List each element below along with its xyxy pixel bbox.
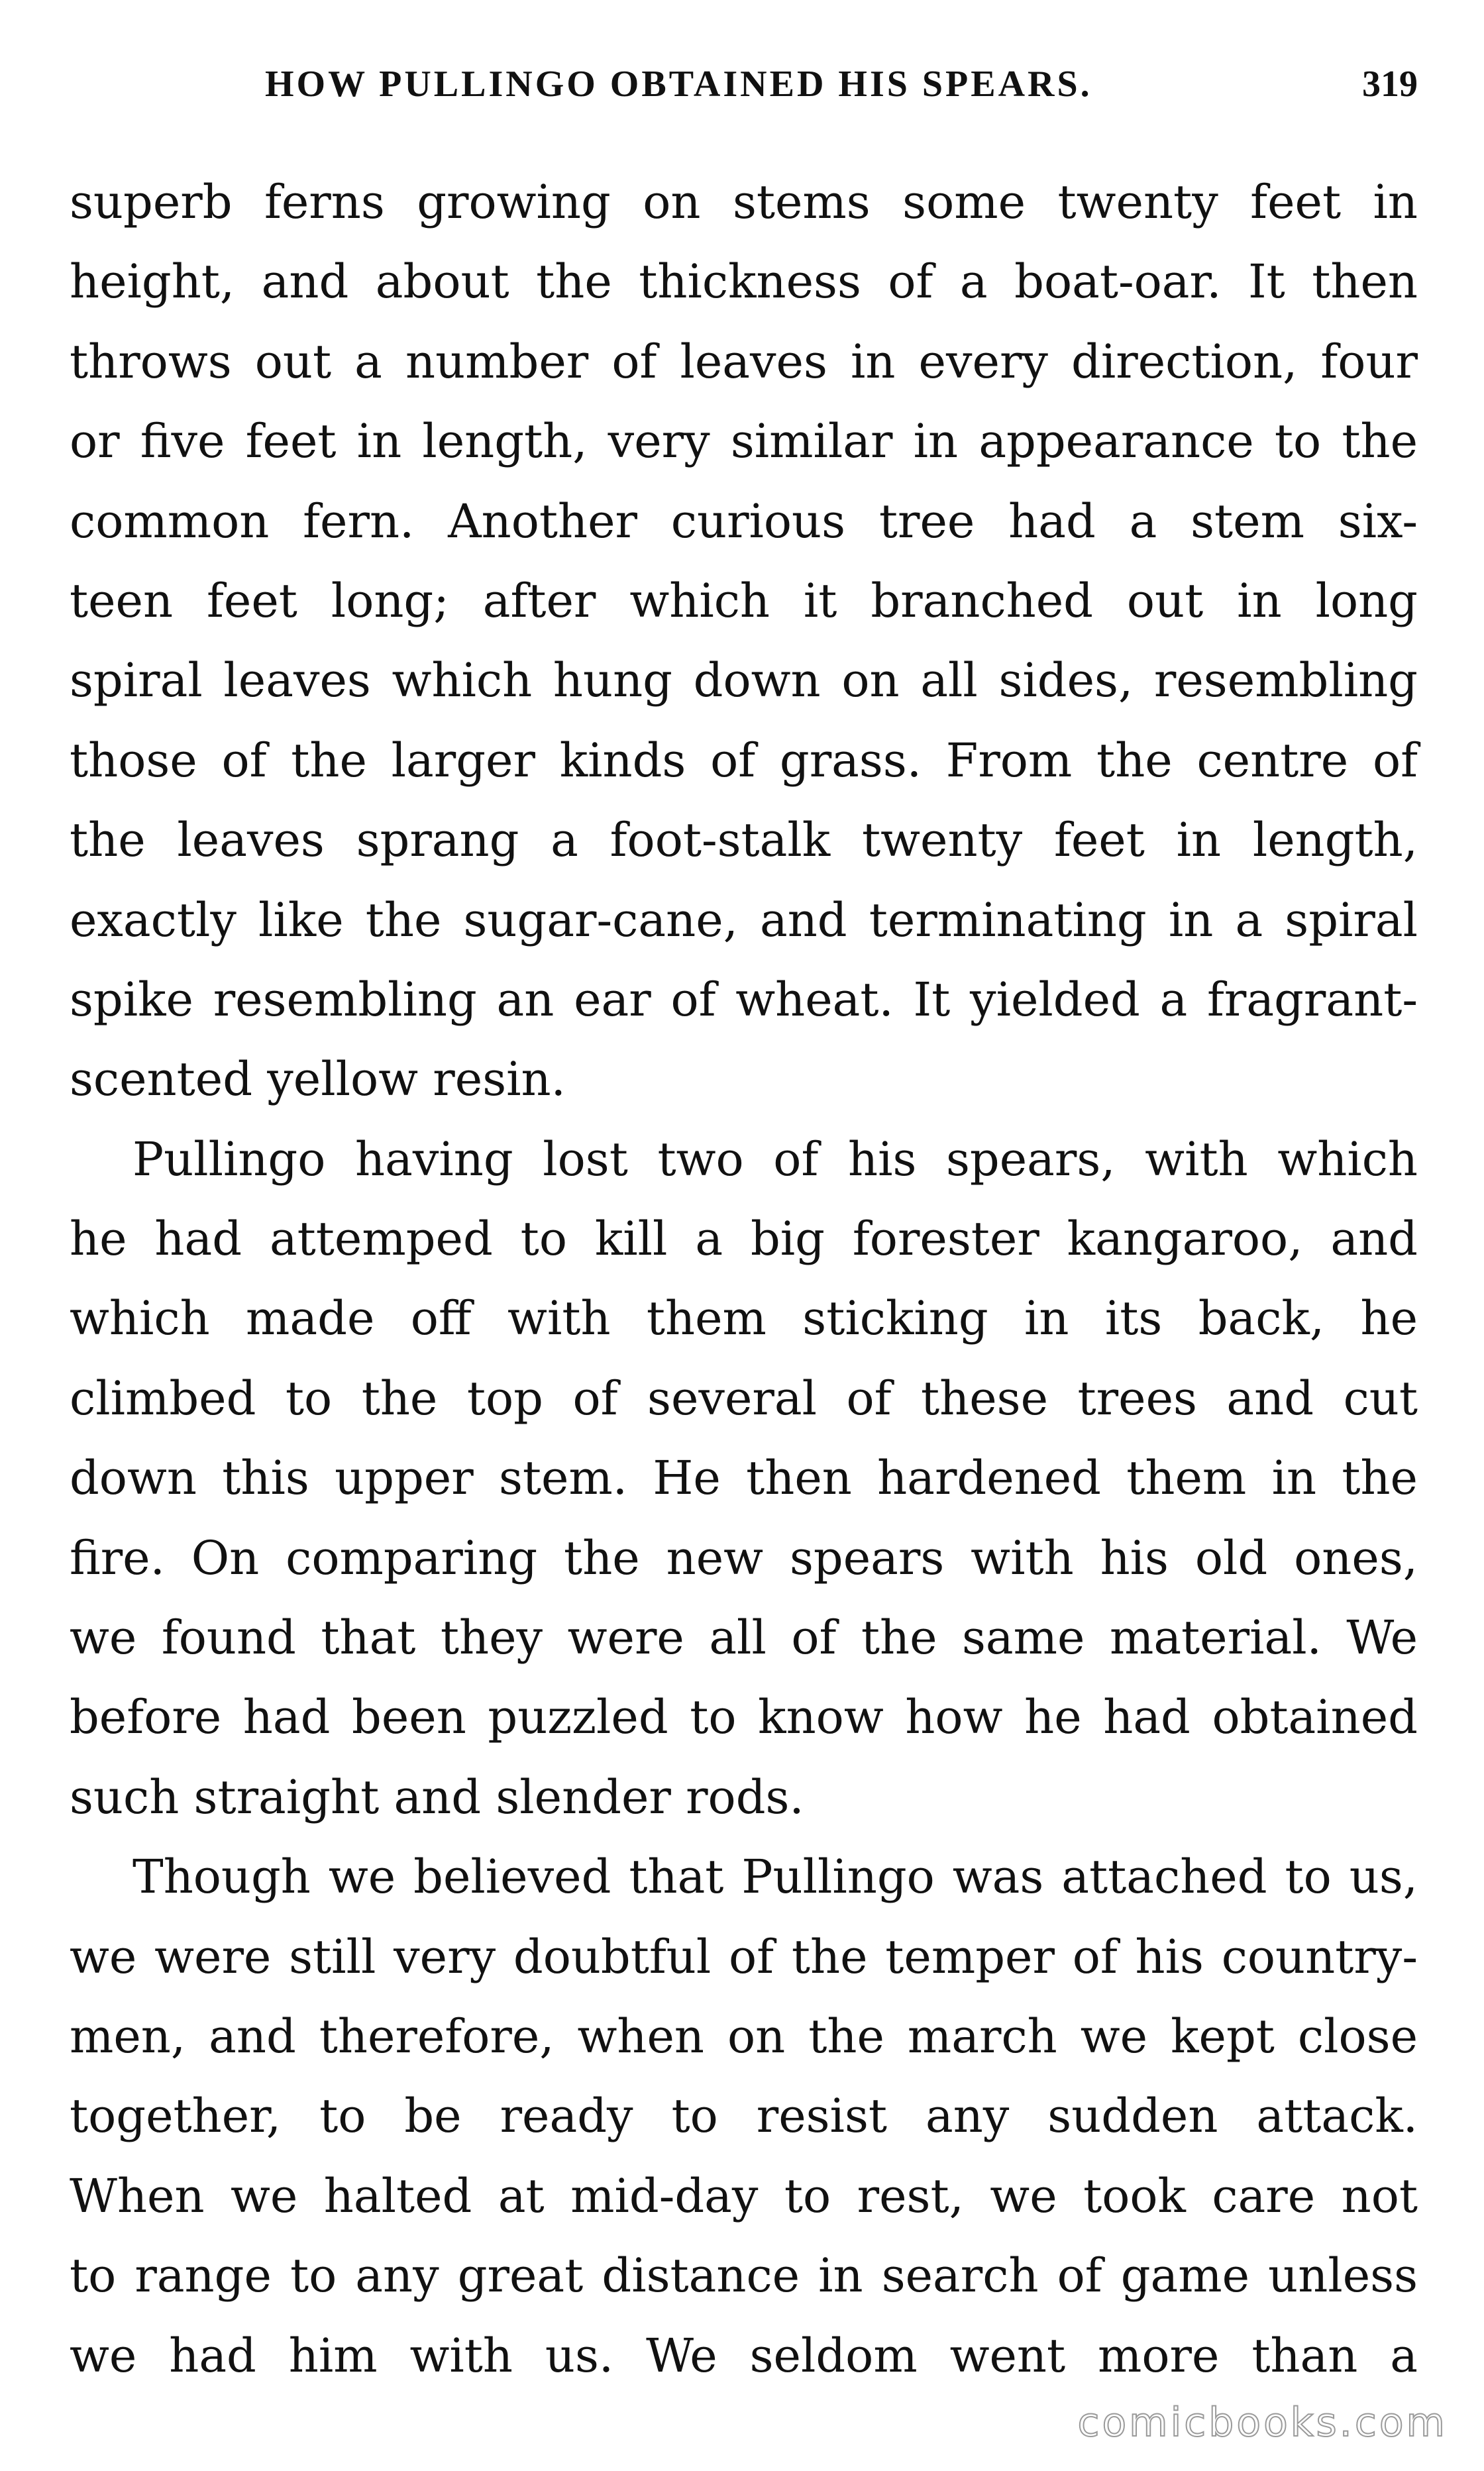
text-line: we found that they were all of the same material. We: [70, 1610, 1418, 1665]
text-line: or five feet in length, very similar in appearance to the: [70, 414, 1418, 469]
page-number: 319: [1362, 64, 1418, 105]
paragraph: [70, 1120, 1418, 1838]
running-title: HOW PULLINGO OBTAINED HIS SPEARS.: [265, 64, 1092, 105]
text-line: we were still very doubtful of the temper of his country-: [70, 1929, 1418, 1984]
paragraph: [70, 162, 1418, 1120]
text-line: men, and therefore, when on the march we kept close: [70, 2009, 1418, 2064]
text-line: the leaves sprang a foot-stalk twenty feet in length,: [70, 813, 1418, 868]
text-line: throws out a number of leaves in every direction, four: [70, 334, 1418, 389]
text-line: before had been puzzled to know how he had obtained: [70, 1690, 1418, 1745]
text-line: scented yellow resin.: [70, 1052, 566, 1107]
paragraph: [70, 1837, 1418, 2395]
text-line: such straight and slender rods.: [70, 1769, 804, 1824]
text-line: together, to be ready to resist any sudden attack.: [70, 2089, 1418, 2144]
text-line: which made off with them sticking in its back, he: [70, 1291, 1418, 1346]
text-body: [70, 162, 1418, 2395]
text-line: Pullingo having lost two of his spears, with which: [132, 1131, 1418, 1186]
text-line: height, and about the thickness of a boat-oar. It then: [70, 254, 1418, 309]
text-line: superb ferns growing on stems some twenty feet in: [70, 175, 1418, 229]
text-line: When we halted at mid-day to rest, we took care not: [70, 2168, 1418, 2223]
running-header: [265, 63, 1418, 116]
text-line: fire. On comparing the new spears with his old ones,: [70, 1530, 1418, 1585]
text-line: he had attemped to kill a big forester kangaroo, and: [70, 1212, 1418, 1267]
text-line: teen feet long; after which it branched out in long: [70, 573, 1418, 628]
text-line: to range to any great distance in search of game unless: [70, 2248, 1418, 2303]
text-line: spike resembling an ear of wheat. It yielded a fragrant-: [70, 972, 1418, 1027]
text-line: Though we believed that Pullingo was attached to us,: [132, 1850, 1418, 1905]
text-line: climbed to the top of several of these trees and cut: [70, 1371, 1418, 1426]
text-line: spiral leaves which hung down on all sides, resembling: [70, 653, 1418, 708]
watermark: comicbooks.com: [1077, 2399, 1448, 2446]
text-line: down this upper stem. He then hardened them in the: [70, 1451, 1418, 1506]
text-line: common fern. Another curious tree had a stem six-: [70, 494, 1418, 549]
text-line: those of the larger kinds of grass. From the centre of: [70, 733, 1418, 788]
text-line: exactly like the sugar-cane, and terminating in a spiral: [70, 892, 1418, 947]
text-line: we had him with us. We seldom went more than a: [70, 2328, 1418, 2383]
